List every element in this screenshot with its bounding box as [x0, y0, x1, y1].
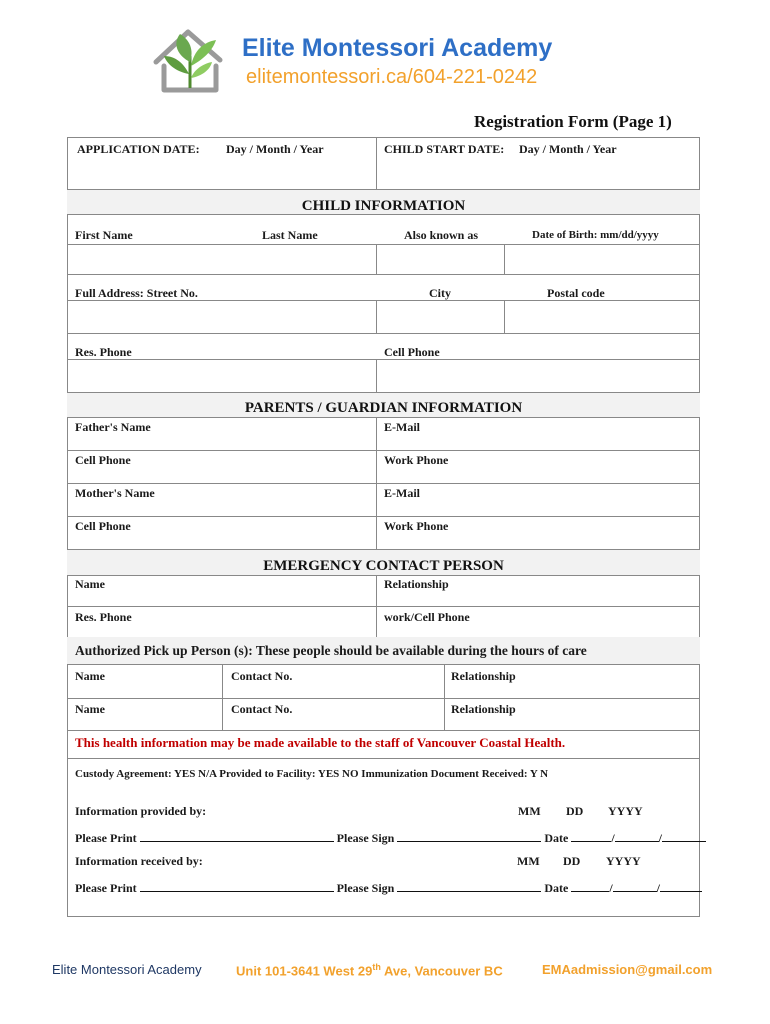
- house-leaf-logo-icon: [150, 26, 230, 96]
- dob-field[interactable]: [505, 245, 699, 273]
- child-start-label: CHILD START DATE:: [384, 142, 505, 156]
- provider-date-mm-field[interactable]: [571, 829, 611, 842]
- address-field[interactable]: [68, 301, 375, 332]
- emergency-res-phone-label: Res. Phone: [75, 610, 132, 624]
- application-date-label: APPLICATION DATE:: [77, 142, 200, 156]
- custody-line: Custody Agreement: YES N/A Provided to Facility: YES NO Immunization Document Received: Y N: [75, 768, 549, 780]
- receiver-date-mm-field[interactable]: [571, 879, 609, 892]
- date-label-2: Date: [544, 881, 569, 895]
- please-sign-label-2: Please Sign: [336, 881, 395, 895]
- first-name-label: First Name: [75, 228, 133, 242]
- date-slash-1a: /: [611, 831, 615, 845]
- city-field[interactable]: [377, 301, 503, 332]
- first-name-field[interactable]: [68, 245, 375, 273]
- please-print-label-2: Please Print: [75, 881, 137, 895]
- receiver-print-field[interactable]: [140, 879, 334, 892]
- footer-address-sup: th: [372, 962, 381, 972]
- please-print-label-1: Please Print: [75, 831, 137, 845]
- mothers-name-label: Mother's Name: [75, 486, 155, 500]
- also-known-as-field[interactable]: [377, 245, 503, 273]
- pickup-relationship-label-1: Relationship: [451, 669, 516, 683]
- mm-label-2: MM: [517, 854, 540, 868]
- cell-phone-label: Cell Phone: [384, 345, 440, 359]
- emergency-relationship-label: Relationship: [384, 577, 449, 591]
- pickup-contact-label-2: Contact No.: [231, 702, 293, 716]
- mother-work-label: Work Phone: [384, 519, 449, 533]
- pickup-contact-label-1: Contact No.: [231, 669, 293, 683]
- cell-phone-field[interactable]: [377, 360, 699, 391]
- res-phone-field[interactable]: [68, 360, 375, 391]
- provider-sign-field[interactable]: [397, 829, 541, 842]
- yyyy-label-1: YYYY: [608, 804, 643, 818]
- info-provided-label: Information provided by:: [75, 804, 207, 818]
- postal-code-label: Postal code: [547, 286, 605, 300]
- emergency-work-cell-label: work/Cell Phone: [384, 610, 470, 624]
- date-slash-2b: /: [656, 881, 661, 895]
- city-label: City: [429, 286, 451, 300]
- receiver-date-dd-field[interactable]: [613, 879, 657, 892]
- pickup-relationship-label-2: Relationship: [451, 702, 516, 716]
- mother-email-label: E-Mail: [384, 486, 420, 500]
- footer-address-main: Unit 101-3641 West 29: [236, 963, 373, 979]
- info-received-label: Information received by:: [75, 854, 203, 868]
- pickup-name-label-1: Name: [75, 669, 105, 683]
- dd-label-2: DD: [563, 854, 581, 868]
- application-date-format: Day / Month / Year: [226, 142, 324, 156]
- father-work-label: Work Phone: [384, 453, 449, 467]
- mm-label-1: MM: [518, 804, 541, 818]
- emergency-heading: EMERGENCY CONTACT PERSON: [263, 558, 504, 574]
- address-label: Full Address: Street No.: [75, 286, 198, 300]
- received-sign-row: [75, 879, 702, 896]
- school-name: Elite Montessori Academy: [242, 34, 553, 62]
- provider-date-dd-field[interactable]: [615, 829, 659, 842]
- fathers-name-label: Father's Name: [75, 420, 151, 434]
- res-phone-label: Res. Phone: [75, 345, 132, 359]
- provider-print-field[interactable]: [140, 829, 334, 842]
- provided-sign-row: [75, 829, 706, 846]
- pickup-heading: Authorized Pick up Person (s): These people should be available during the hours of care: [75, 643, 587, 658]
- father-email-label: E-Mail: [384, 420, 420, 434]
- date-slash-1b: /: [658, 831, 663, 845]
- mother-cell-label: Cell Phone: [75, 519, 131, 533]
- footer-school-name: Elite Montessori Academy: [52, 962, 202, 977]
- child-start-format: Day / Month / Year: [519, 142, 617, 156]
- receiver-date-yyyy-field[interactable]: [660, 879, 702, 892]
- form-title: Registration Form (Page 1): [474, 112, 672, 131]
- child-info-heading: CHILD INFORMATION: [301, 198, 466, 214]
- emergency-name-label: Name: [75, 577, 105, 591]
- parents-heading: PARENTS / GUARDIAN INFORMATION: [244, 400, 523, 416]
- school-logo: [150, 26, 230, 96]
- yyyy-label-2: YYYY: [606, 854, 641, 868]
- also-known-as-label: Also known as: [404, 228, 479, 242]
- postal-code-field[interactable]: [505, 301, 699, 332]
- receiver-sign-field[interactable]: [397, 879, 541, 892]
- date-label-1: Date: [544, 831, 569, 845]
- footer-email[interactable]: EMAadmission@gmail.com: [542, 962, 713, 977]
- footer-address-rest: Ave, Vancouver BC: [380, 963, 503, 979]
- father-cell-label: Cell Phone: [75, 453, 131, 467]
- dob-label: Date of Birth: mm/dd/yyyy: [532, 229, 659, 241]
- dd-label-1: DD: [566, 804, 584, 818]
- pickup-name-label-2: Name: [75, 702, 105, 716]
- date-slash-2a: /: [609, 881, 613, 895]
- footer-address: [236, 962, 503, 978]
- last-name-label: Last Name: [262, 228, 318, 242]
- contact-line: elitemontessori.ca/604-221-0242: [246, 66, 538, 88]
- provider-date-yyyy-field[interactable]: [662, 829, 706, 842]
- health-notice: This health information may be made available to the staff of Vancouver Coastal Health.: [75, 735, 566, 750]
- please-sign-label-1: Please Sign: [336, 831, 395, 845]
